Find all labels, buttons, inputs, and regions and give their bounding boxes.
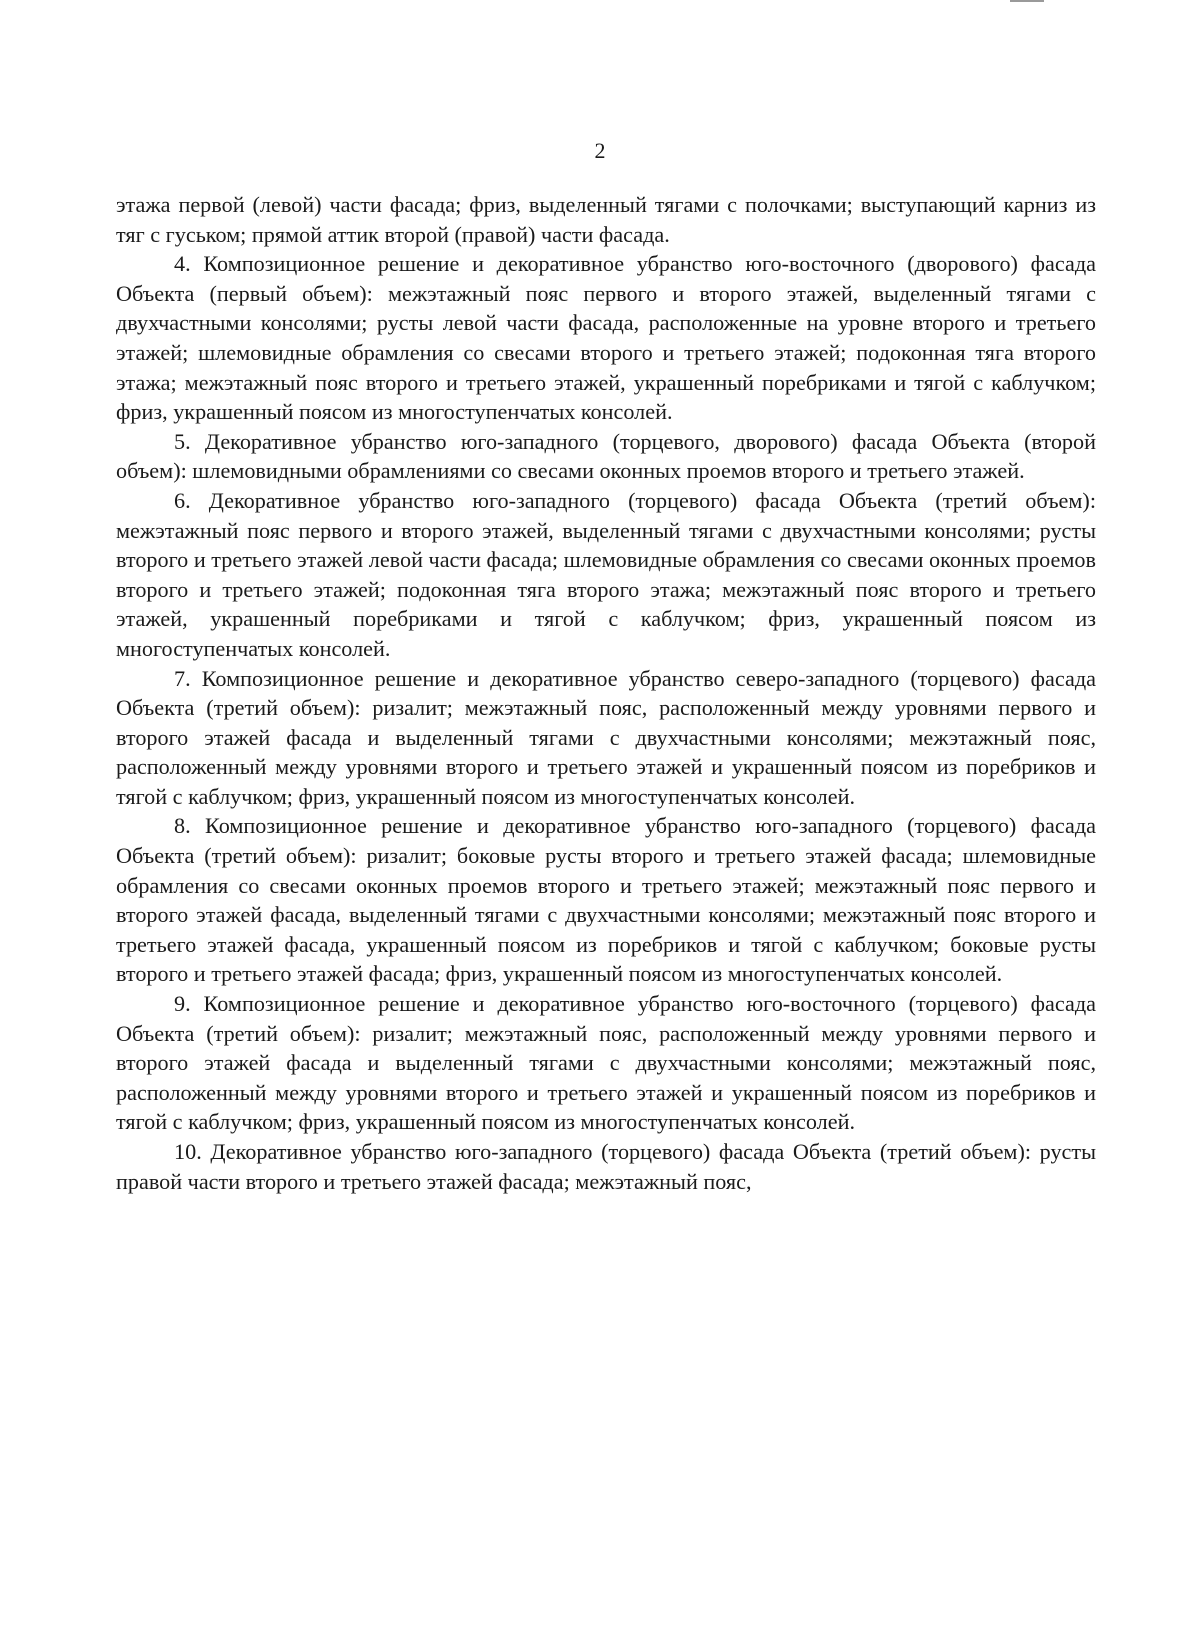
paragraph-item-5: 5. Декоративное убранство юго-западного (торцевого, дворового) фасада Объекта (второй объем): шлемовидными обрамлениями со свесами оконных проемов второго и третьего этажей.	[116, 428, 1096, 484]
paragraph-item-9: 9. Композиционное решение и декоративное убранство юго-восточного (торцевого) фасада Объекта (третий объем): ризалит; межэтажный пояс, расположенный между уровнями первого и второго этажей фасада и выделенный тягами с двухчастными консолями; межэтажный пояс, расположенный между уровнями второго и третьего этажей и украшенный поясом из поребриков и тягой с каблучком; фриз, украшенный поясом из многоступенчатых консолей.	[116, 991, 1096, 1135]
scan-edge-mark	[1010, 0, 1044, 2]
page-number: 2	[594, 138, 606, 163]
paragraph-item-6: 6. Декоративное убранство юго-западного (торцевого) фасада Объекта (третий объем): межэтажный пояс первого и второго этажей, выделенный тягами с двухчастными консолями; русты второго и третьего этажей левой части фасада; шлемовидные обрамления со свесами оконных проемов второго и третьего этажей; подоконная тяга второго этажа; межэтажный пояс второго и третьего этажей, украшенный поребриками и тягой с каблучком; фриз, украшенный поясом из многоступенчатых консолей.	[116, 487, 1096, 661]
paragraph-item-8: 8. Композиционное решение и декоративное убранство юго-западного (торцевого) фасада Объекта (третий объем): ризалит; боковые русты второго и третьего этажей фасада; шлемовидные обрамления со свесами оконных проемов второго и третьего этажей; межэтажный пояс первого и второго этажей фасада, выделенный тягами с двухчастными консолями; межэтажный пояс второго и третьего этажей фасада, украшенный поясом из поребриков и тягой с каблучком; боковые русты второго и третьего этажей фасада; фриз, украшенный поясом из многоступенчатых консолей.	[116, 813, 1096, 987]
paragraph-item-10: 10. Декоративное убранство юго-западного (торцевого) фасада Объекта (третий объем): русты правой части второго и третьего этажей фасада; межэтажный пояс,	[116, 1139, 1096, 1194]
paragraph-item-7: 7. Композиционное решение и декоративное убранство северо-западного (торцевого) фасада Объекта (третий объем): ризалит; межэтажный пояс, расположенный между уровнями первого и второго этажей фасада и выделенный тягами с двухчастными консолями; межэтажный пояс, расположенный между уровнями второго и третьего этажей и украшенный поясом из поребриков и тягой с каблучком; фриз, украшенный поясом из многоступенчатых консолей.	[116, 665, 1096, 809]
paragraph-item-4: 4. Композиционное решение и декоративное убранство юго-восточного (дворового) фасада Объекта (первый объем): межэтажный пояс первого и второго этажей, выделенный тягами с двухчастными консолями; русты левой части фасада, расположенные на уровне второго и третьего этажей; шлемовидные обрамления со свесами второго и третьего этажей; подоконная тяга второго этажа; межэтажный пояс второго и третьего этажей, украшенный поребриками и тягой с каблучком; фриз, украшенный поясом из многоступенчатых консолей.	[116, 251, 1096, 425]
document-body	[116, 190, 1096, 1196]
paragraph-continuation: этажа первой (левой) части фасада; фриз, выделенный тягами с полочками; выступающий карниз из тяг с гуськом; прямой аттик второй (правой) части фасада.	[116, 192, 1096, 247]
